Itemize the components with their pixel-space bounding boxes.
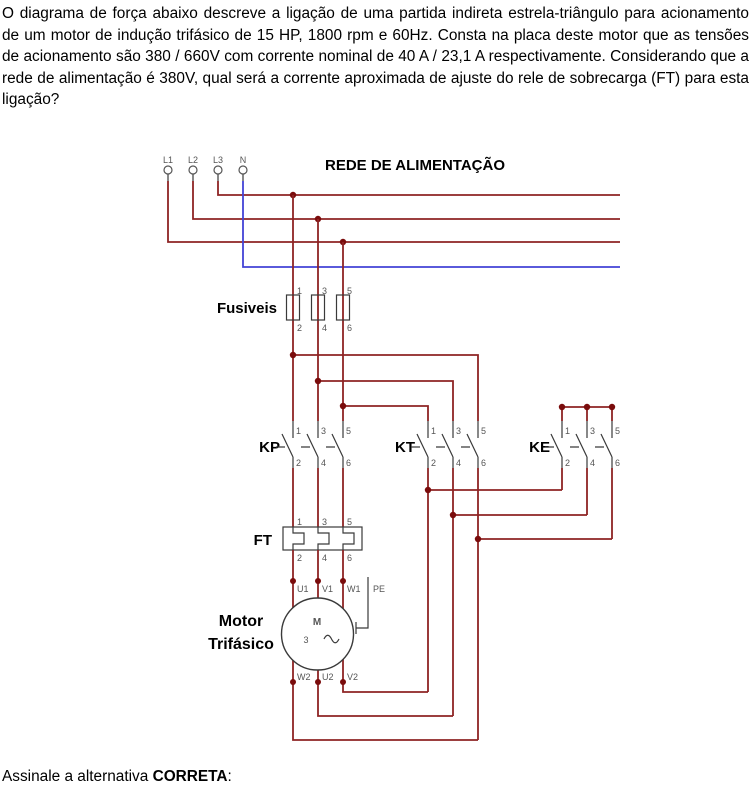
supply-feed-lines bbox=[168, 181, 620, 267]
contactor-kp-label: KP bbox=[259, 439, 280, 456]
junction-dot bbox=[475, 536, 481, 542]
motor-name-line2: Trifásico bbox=[208, 636, 274, 653]
contact-pole bbox=[570, 421, 587, 468]
terminal-label-l2: L2 bbox=[187, 155, 199, 165]
junction-dot bbox=[290, 352, 296, 358]
motor-terminal-dot bbox=[315, 679, 321, 685]
ft-pin-label: 1 bbox=[297, 517, 303, 527]
motor-terminal-dot bbox=[340, 578, 346, 584]
motor-terminal-label-u1: U1 bbox=[297, 584, 309, 594]
ke-pin-label: 2 bbox=[565, 458, 571, 468]
junction-dot bbox=[450, 512, 456, 518]
fuse-pin-label: 5 bbox=[347, 286, 353, 296]
kp-pin-label: 5 bbox=[346, 426, 352, 436]
ft-pin-label: 2 bbox=[297, 553, 303, 563]
fuse-pin-label: 3 bbox=[322, 286, 328, 296]
fuse-pin-label: 6 bbox=[347, 323, 353, 333]
thermal-element bbox=[293, 527, 304, 550]
motor-terminal-label-v1: V1 bbox=[322, 584, 334, 594]
motor-body bbox=[282, 598, 354, 670]
contact-pole bbox=[595, 421, 612, 468]
motor bbox=[208, 550, 385, 685]
kp-pin-label: 3 bbox=[321, 426, 327, 436]
tap-wire bbox=[343, 406, 428, 421]
contactor-kt-label: KT bbox=[395, 439, 415, 456]
terminal-label-l1: L1 bbox=[162, 155, 174, 165]
footer-text bbox=[2, 768, 232, 786]
thermal-element bbox=[318, 527, 329, 550]
footer-suffix: : bbox=[227, 768, 232, 785]
kp-pin-label: 1 bbox=[296, 426, 302, 436]
junction-dot bbox=[425, 487, 431, 493]
question-text: O diagrama de força abaixo descreve a ligação de uma partida indireta estrela-triângulo para acionamento de um motor de indução trifásico de 15 HP, 1800 rpm e 60Hz. Consta na placa deste motor que as tensões de acionamento são 380 / 660V com corrente nominal de 40 A / 23,1 A respectivamente. Considerando que a rede de alimentação é 380V, qual será a corrente aproximada de ajuste do rele de sobrecarga (FT) para esta ligação? bbox=[2, 5, 749, 108]
motor-terminal-label-v2: V2 bbox=[347, 672, 359, 682]
kt-pin-label: 3 bbox=[456, 426, 462, 436]
terminal-label-l3: L3 bbox=[212, 155, 224, 165]
neutral-wire bbox=[243, 181, 620, 267]
kp-pin-label: 2 bbox=[296, 458, 302, 468]
contactor-kt bbox=[395, 421, 486, 468]
junction-dot bbox=[340, 403, 346, 409]
kt-bottom-wire bbox=[428, 468, 478, 740]
motor-terminal-label-w2: W2 bbox=[297, 672, 311, 682]
motor-terminal-label-w1: W1 bbox=[347, 584, 361, 594]
contact-pole bbox=[301, 421, 318, 468]
motor-terminal-label-u2: U2 bbox=[322, 672, 334, 682]
motor-phase-count: 3 bbox=[303, 635, 309, 645]
kt-pin-label: 5 bbox=[481, 426, 487, 436]
kt-pin-label: 1 bbox=[431, 426, 437, 436]
motor-letter: M bbox=[312, 617, 322, 628]
column-wire bbox=[293, 195, 343, 421]
terminal-circle-l2 bbox=[189, 166, 197, 174]
supply-terminals bbox=[163, 155, 247, 181]
contact-pole bbox=[461, 421, 478, 468]
phase-wire-l3 bbox=[218, 181, 620, 195]
junction-dot bbox=[559, 404, 565, 410]
kt-pin-label: 6 bbox=[481, 458, 487, 468]
junction-dot bbox=[315, 378, 321, 384]
kt-pin-label: 4 bbox=[456, 458, 462, 468]
terminal-circle-l1 bbox=[164, 166, 172, 174]
fuse-pin-label: 2 bbox=[297, 323, 303, 333]
overload-relay-ft bbox=[254, 468, 362, 563]
ft-pin-label: 6 bbox=[347, 553, 353, 563]
kt-pin-label: 2 bbox=[431, 458, 437, 468]
junction-dot bbox=[584, 404, 590, 410]
terminal-circle-l3 bbox=[214, 166, 222, 174]
tap-wire bbox=[293, 355, 478, 421]
footer-prefix: Assinale a alternativa bbox=[2, 768, 153, 785]
contact-pole bbox=[436, 421, 453, 468]
motor-terminal-dot bbox=[315, 578, 321, 584]
ft-pin-label: 5 bbox=[347, 517, 353, 527]
contactor-kp bbox=[259, 421, 351, 468]
fuse-pin-label: 4 bbox=[322, 323, 328, 333]
motor-terminal-dot bbox=[340, 679, 346, 685]
supply-network-title: REDE DE ALIMENTAÇÃO bbox=[325, 157, 505, 174]
phase-wire-l1 bbox=[168, 181, 620, 242]
ft-pin-label: 4 bbox=[322, 553, 328, 563]
ke-pin-label: 4 bbox=[590, 458, 596, 468]
ke-pin-label: 3 bbox=[590, 426, 596, 436]
ke-pin-label: 5 bbox=[615, 426, 621, 436]
ke-bottom-wire bbox=[562, 468, 612, 539]
ke-pin-label: 6 bbox=[615, 458, 621, 468]
overload-ft-label: FT bbox=[253, 532, 272, 549]
terminal-label-n: N bbox=[239, 155, 247, 165]
fuse-pin-label: 1 bbox=[297, 286, 303, 296]
phase-wire-l2 bbox=[193, 181, 620, 219]
contactor-ke bbox=[529, 404, 620, 468]
pe-label: PE bbox=[373, 584, 386, 594]
tap-wire bbox=[318, 381, 453, 421]
junction-dot bbox=[609, 404, 615, 410]
motor-name-line1: Motor bbox=[218, 613, 264, 630]
fuses-label: Fusiveis bbox=[216, 300, 277, 317]
footer-bold-word: CORRETA bbox=[152, 768, 228, 785]
kp-pin-label: 6 bbox=[346, 458, 352, 468]
thermal-element bbox=[343, 527, 354, 550]
ke-pin-label: 1 bbox=[565, 426, 571, 436]
terminal-circle-n bbox=[239, 166, 247, 174]
phase-columns bbox=[293, 195, 343, 421]
fuses bbox=[217, 286, 352, 333]
contactor-ke-label: KE bbox=[529, 439, 550, 456]
star-delta-wiring bbox=[293, 468, 612, 740]
ft-pin-label: 3 bbox=[322, 517, 328, 527]
overload-body bbox=[283, 527, 362, 550]
kp-pin-label: 4 bbox=[321, 458, 327, 468]
motor-terminal-dot bbox=[290, 679, 296, 685]
contact-pole bbox=[326, 421, 343, 468]
motor-terminal-dot bbox=[290, 578, 296, 584]
terminal-stub bbox=[168, 174, 243, 181]
